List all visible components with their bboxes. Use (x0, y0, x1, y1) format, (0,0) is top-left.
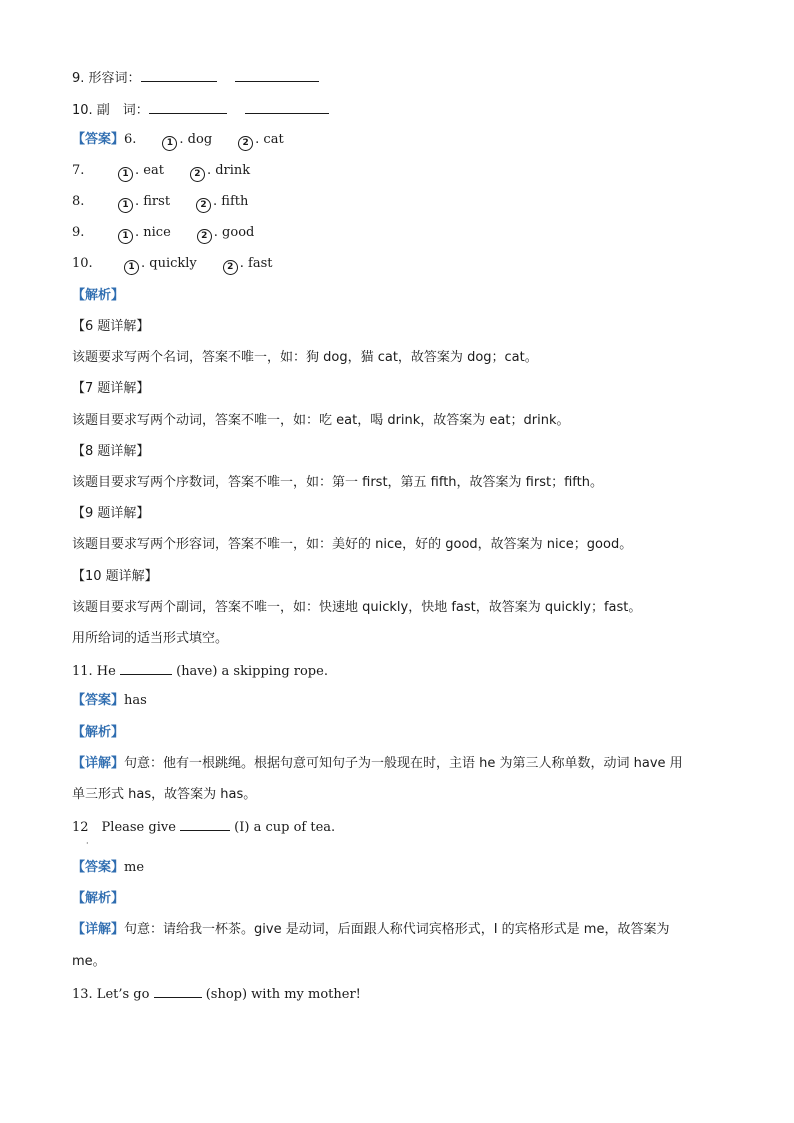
section-instruction: 用所给词的适当形式填空。 (72, 631, 229, 646)
answer-row-10 (72, 255, 273, 275)
answer-value: . fifth (213, 194, 249, 209)
detail-heading-7: 【7 题详解】 (72, 381, 150, 396)
answer-number: 7. (72, 163, 85, 178)
circled-number-icon: 2 (196, 198, 211, 213)
answer-value: . cat (255, 132, 284, 147)
circled-number-icon: 2 (238, 136, 253, 151)
circled-number-icon: 1 (118, 198, 133, 213)
answer-row-9 (72, 224, 254, 244)
detail-11-line2: 单三形式 has，故答案为 has。 (72, 787, 257, 802)
answer-row-7 (72, 162, 250, 182)
answer-value: . first (135, 194, 171, 209)
question-text: (I) a cup of tea. (230, 820, 336, 835)
question-9 (72, 68, 319, 88)
detail-12-line1 (72, 921, 669, 939)
answer-blank (120, 661, 172, 675)
answer-number: 6. (124, 132, 137, 147)
circled-number-icon: 1 (118, 229, 133, 244)
circled-number-icon: 1 (118, 167, 133, 182)
answer-tag: 【答案】 (72, 860, 125, 875)
answer-value: . drink (206, 163, 251, 178)
answer-value: . eat (135, 163, 164, 178)
question-text: 13. Let’s go (72, 987, 154, 1002)
answer-blank (141, 68, 217, 82)
detail-heading-8: 【8 题详解】 (72, 444, 150, 459)
question-text: (shop) with my mother! (201, 987, 361, 1002)
circled-number-icon: 2 (197, 229, 212, 244)
answer-blank (154, 984, 202, 998)
answer-value: . nice (135, 225, 171, 240)
circled-number-icon: 1 (124, 260, 139, 275)
analysis-tag: 【解析】 (72, 891, 125, 906)
answer-row-8 (72, 193, 248, 213)
detail-text-8: 该题目要求写两个序数词，答案不唯一，如：第一 first，第五 fifth，故答案为 first；fifth。 (72, 475, 603, 490)
question-11 (72, 661, 328, 681)
detail-tag: 【详解】 (72, 756, 125, 771)
detail-text: 句意：他有一根跳绳。根据句意可知句子为一般现在时，主语 he 为第三人称单数，动词 have 用 (124, 756, 683, 771)
answer-number: 8. (72, 194, 85, 209)
answer-value: . fast (239, 256, 273, 271)
answer-tag: 【答案】 (72, 132, 125, 147)
answer-tag: 【答案】 (72, 693, 125, 708)
circled-number-icon: 1 (162, 136, 177, 151)
analysis-tag: 【解析】 (72, 725, 125, 740)
answer-blank (180, 817, 230, 831)
circled-number-icon: 2 (223, 260, 238, 275)
answer-12 (72, 859, 144, 877)
question-text: (have) a skipping rope. (171, 664, 328, 679)
answer-number: 10. (72, 256, 93, 271)
detail-heading-10: 【10 题详解】 (72, 569, 158, 584)
question-text: 11. He (72, 664, 120, 679)
question-12 (72, 817, 335, 837)
answer-value: . dog (179, 132, 213, 147)
question-10 (72, 100, 329, 120)
question-text: 12 Please give (72, 820, 181, 835)
detail-text: 句意：请给我一杯茶。give 是动词，后面跟人称代词宾格形式，I 的宾格形式是 me，故答案为 (124, 922, 670, 937)
answer-number: 9. (72, 225, 85, 240)
answer-value: . good (213, 225, 255, 240)
analysis-tag: 【解析】 (72, 288, 125, 303)
answer-blank (245, 100, 329, 114)
detail-tag: 【详解】 (72, 922, 125, 937)
stray-mark: · (86, 839, 89, 848)
question-13 (72, 984, 361, 1004)
answer-row-6 (72, 131, 284, 151)
answer-value: me (124, 860, 145, 875)
question-10-label: 10. 副 词： (72, 103, 149, 118)
detail-text-9: 该题目要求写两个形容词，答案不唯一，如：美好的 nice，好的 good，故答案为 nice；good。 (72, 537, 633, 552)
answer-blank (235, 68, 319, 82)
circled-number-icon: 2 (190, 167, 205, 182)
detail-11-line1 (72, 755, 683, 773)
question-9-label: 9. 形容词： (72, 71, 141, 86)
detail-text-6: 该题要求写两个名词，答案不唯一，如：狗 dog，猫 cat，故答案为 dog；cat。 (72, 350, 538, 365)
detail-text-7: 该题目要求写两个动词，答案不唯一，如：吃 eat，喝 drink，故答案为 eat；drink。 (72, 413, 570, 428)
detail-heading-6: 【6 题详解】 (72, 319, 150, 334)
answer-blank (149, 100, 227, 114)
answer-value: has (124, 693, 147, 708)
detail-12-line2: me。 (72, 954, 106, 969)
answer-value: . quickly (141, 256, 197, 271)
detail-text-10: 该题目要求写两个副词，答案不唯一，如：快速地 quickly，快地 fast，故答案为 quickly；fast。 (72, 600, 642, 615)
detail-heading-9: 【9 题详解】 (72, 506, 150, 521)
answer-11 (72, 692, 147, 710)
